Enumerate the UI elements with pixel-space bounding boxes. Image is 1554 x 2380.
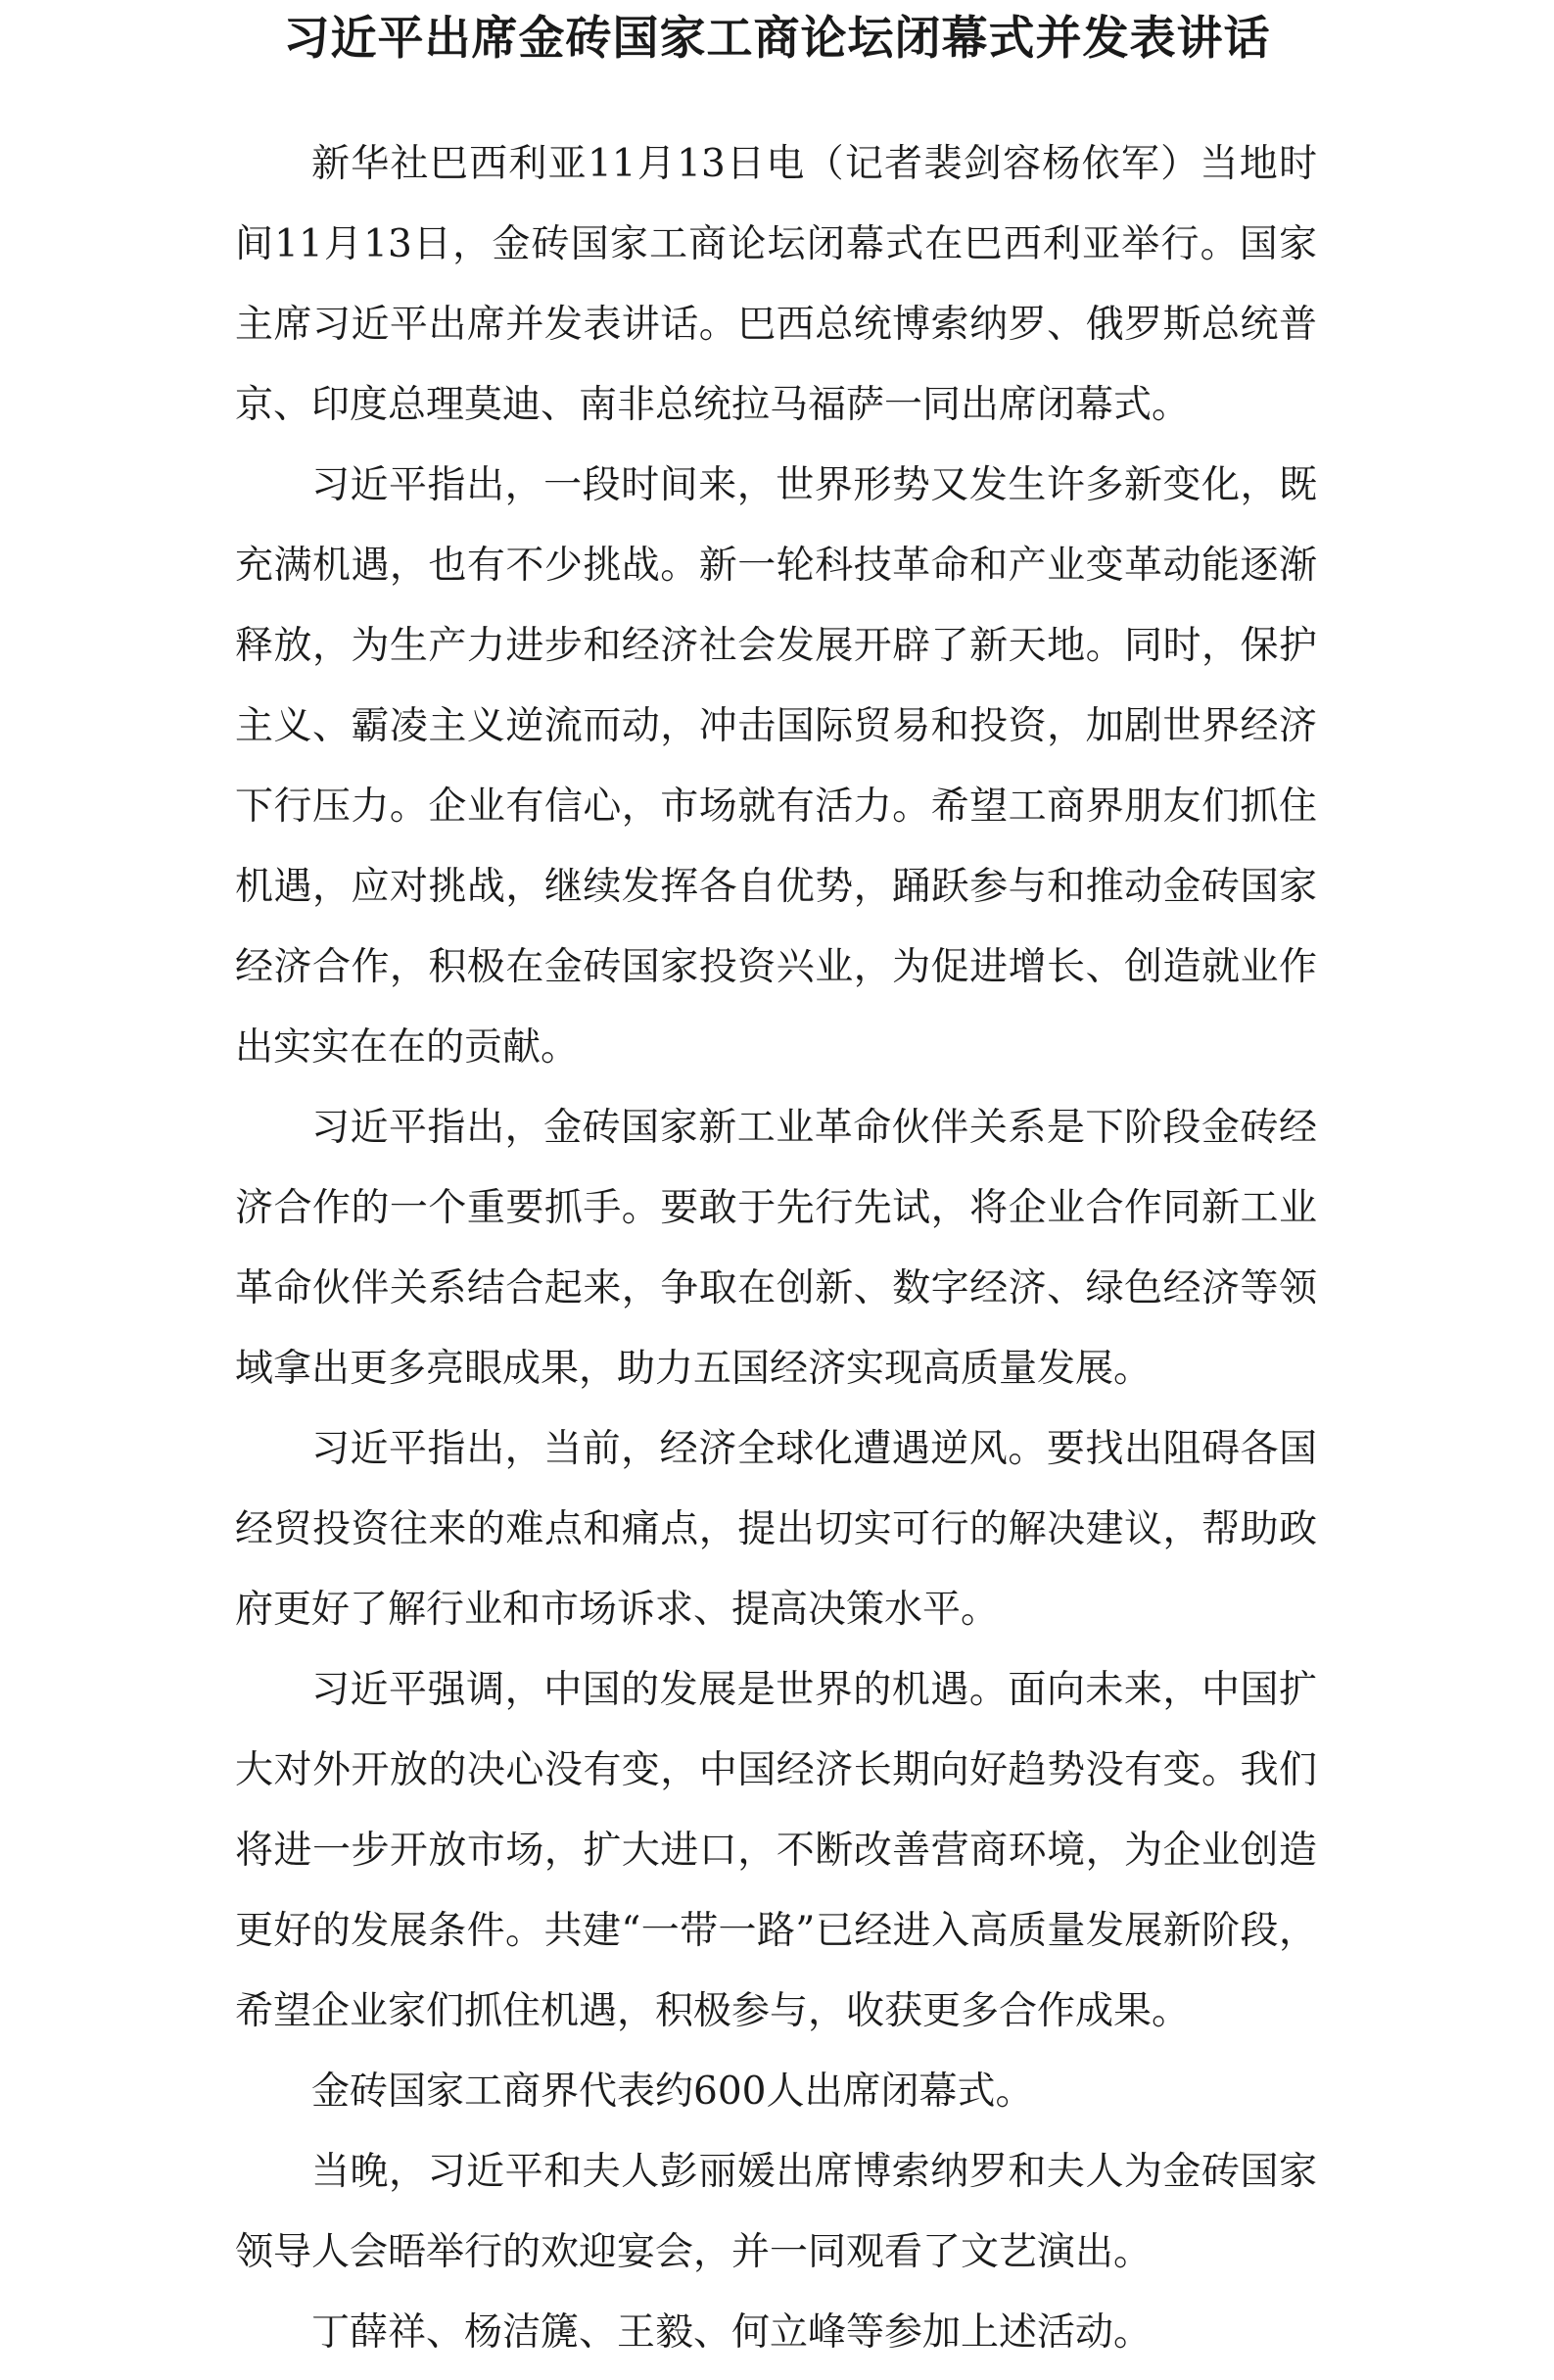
paragraph-6: 金砖国家工商界代表约600人出席闭幕式。	[311, 2070, 1034, 2114]
paragraph-5: 习近平强调，中国的发展是世界的机遇。面向未来，中国扩大对外开放的决心没有变，中国经济长期向好趋势没有变。我们将进一步开放市场，扩大进口，不断改善营商环境，为企业创造更好的发展条件。共建“一带一路”已经进入高质量发展新阶段，希望企业家们抓住机遇，积极参与，收获更多合作成果。	[235, 1668, 1317, 2033]
paragraph-8: 丁薛祥、杨洁篪、王毅、何立峰等参加上述活动。	[311, 2310, 1153, 2355]
article-title: 习近平出席金砖国家工商论坛闭幕式并发表讲话	[283, 12, 1271, 66]
paragraph-3: 习近平指出，金砖国家新工业革命伙伴关系是下阶段金砖经济合作的一个重要抓手。要敢于先行先试，将企业合作同新工业革命伙伴关系结合起来，争取在创新、数字经济、绿色经济等领域拿出更多亮眼成果，助力五国经济实现高质量发展。	[235, 1106, 1317, 1391]
paragraph-7: 当晚，习近平和夫人彭丽媛出席博索纳罗和夫人为金砖国家领导人会晤举行的欢迎宴会，并一同观看了文艺演出。	[235, 2150, 1317, 2274]
paragraph-4: 习近平指出，当前，经济全球化遭遇逆风。要找出阻碍各国经贸投资往来的难点和痛点，提出切实可行的解决建议，帮助政府更好了解行业和市场诉求、提高决策水平。	[235, 1427, 1317, 1632]
paragraph-1: 新华社巴西利亚11月13日电（记者裴剑容杨依军）当地时间11月13日，金砖国家工商论坛闭幕式在巴西利亚举行。国家主席习近平出席并发表讲话。巴西总统博索纳罗、俄罗斯总统普京、印度总理莫迪、南非总统拉马福萨一同出席闭幕式。	[235, 142, 1317, 427]
article-body	[235, 124, 1317, 2373]
paragraph-2: 习近平指出，一段时间来，世界形势又发生许多新变化，既充满机遇，也有不少挑战。新一轮科技革命和产业变革动能逐渐释放，为生产力进步和经济社会发展开辟了新天地。同时，保护主义、霸凌主义逆流而动，冲击国际贸易和投资，加剧世界经济下行压力。企业有信心，市场就有活力。希望工商界朋友们抓住机遇，应对挑战，继续发挥各自优势，踊跃参与和推动金砖国家经济合作，积极在金砖国家投资兴业，为促进增长、创造就业作出实实在在的贡献。	[235, 463, 1317, 1070]
